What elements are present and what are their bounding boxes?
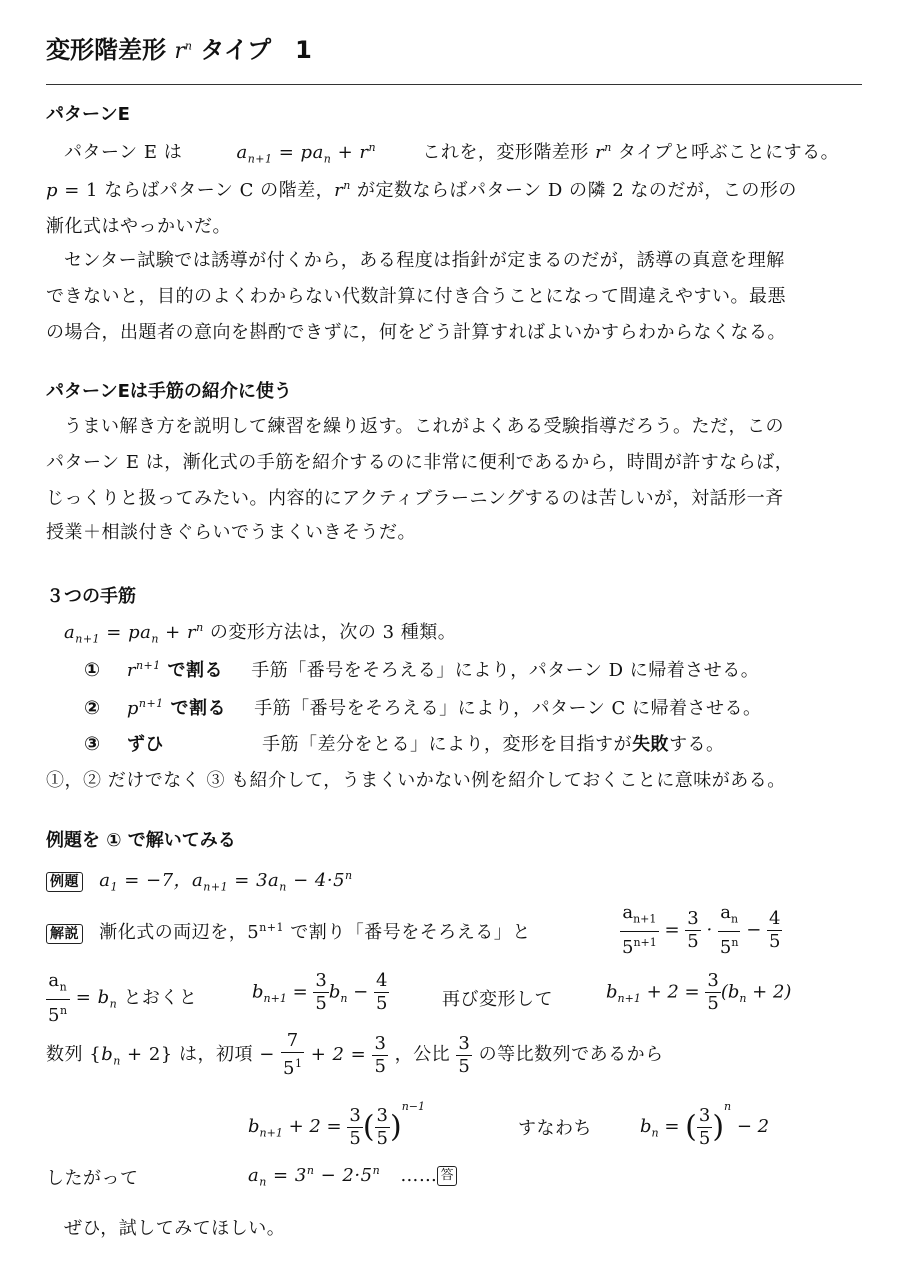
paragraph-line: じっくりと扱ってみたい。内容的にアクティブラーニングするのは苦しいが，対話形一斉	[46, 488, 784, 509]
closing-line: ①，② だけでなく ③ も紹介して，うまくいかない例を紹介しておくことに意味がある。	[46, 770, 786, 791]
paragraph-line: できないと，目的のよくわからない代数計算に付き合うことになって間違えやすい。最悪	[46, 286, 786, 307]
tesuji-item-1: ① $r^{n+1}$ で割る 手筋「番号をそろえる」により，パターン D に帰着させる。	[84, 659, 760, 681]
paragraph-line: 授業＋相談付きぐらいでうまくいきそうだ。	[46, 522, 416, 543]
example-line: 例題 $a_1 = -7$，$a_{n+1} = 3a_n - 4\cdot 5^n$	[46, 866, 353, 894]
closing-remark: ぜひ，試してみてほしい。	[64, 1218, 286, 1239]
page-title: 変形階差形 $r^n$ タイプ 1	[46, 36, 312, 64]
tesuji-item-3: ③ ずひ 手筋「差分をとる」により，変形を目指すが失敗する。	[84, 733, 725, 755]
paragraph-line: パターン E は，漸化式の手筋を紹介するのに非常に便利であるから，時間が許すならば，	[46, 452, 794, 473]
paragraph-line: うまい解き方を説明して練習を繰り返す。これがよくある受験指導だろう。ただ，この	[64, 416, 785, 437]
sequence-line: 数列 $\{b_n + 2\}$ は，初項 − $\frac{7}{5^1}$ + 2 = $\frac{3}{5}$ ，公比 $\frac{3}{5}$ の等比数列であるから	[46, 1030, 664, 1079]
equation-divided: $\frac{a_{n+1}}{5^{n+1}}$ = $\frac{3}{5}$ · $\frac{a_n}{5^n}$ − $\frac{4}{5}$	[622, 902, 781, 958]
paragraph-line: パターン E は $a_{n+1} = pa_n + r^n$ これを，変形階差形 $r^n$ タイプと呼ぶことにする。	[64, 141, 840, 166]
intro-line: $a_{n+1} = pa_n + r^n$ の変形方法は，次の 3 種類。	[64, 621, 457, 646]
paragraph-line: p = 1 ならばパターン C の階差，$r^n$ が定数ならばパターン D の隣 2 なのだが，この形の	[46, 179, 797, 201]
equation-b-plus2: $b_{n+1} + 2$ = $\frac{3}{5}$ $(b_n + 2)$	[606, 970, 792, 1014]
answer-mark: 答	[437, 1166, 457, 1186]
sunawachi-label: すなわち	[518, 1118, 592, 1139]
final-answer: $a_n = 3^n - 2\cdot 5^n$ …… 答	[248, 1164, 457, 1189]
equation-bn: $b_n$ = ( $\frac{3}{5}$ )$^n$ − 2	[640, 1100, 770, 1149]
section-heading-tesuji: パターンEは手筋の紹介に使う	[46, 381, 292, 402]
title-rule	[46, 84, 862, 85]
section-heading-pattern-e: パターンE	[46, 104, 130, 125]
paragraph-line: の場合，出題者の意向を斟酌できずに，何をどう計算すればよいかすらわからなくなる。	[46, 322, 786, 343]
solution-badge: 解説	[46, 924, 83, 944]
therefore-label: したがって	[46, 1168, 139, 1189]
section-heading-three-tesuji: ３つの手筋	[46, 586, 136, 607]
transform-label: 再び変形して	[442, 989, 553, 1010]
equation-geometric: $b_{n+1} + 2$ = $\frac{3}{5}$ ( $\frac{3}{5}$ )$^{n-1}$	[248, 1100, 426, 1149]
example-badge: 例題	[46, 872, 83, 892]
solution-line: 解説 漸化式の両辺を，$5^{n+1}$ で割り「番号をそろえる」と	[46, 918, 531, 944]
equation-b: $b_{n+1}$ = $\frac{3}{5}$ $b_n$ − $\frac{4}{5}$	[252, 970, 388, 1014]
paragraph-line: センター試験では誘導が付くから，ある程度は指針が定まるのだが，誘導の真意を理解	[64, 250, 785, 271]
substitution-line: $\frac{a_n}{5^n}$ = $b_n$ とおくと	[48, 970, 198, 1026]
tesuji-item-2: ② $p^{n+1}$ で割る 手筋「番号をそろえる」により，パターン C に帰着させる。	[84, 697, 762, 719]
section-heading-example: 例題を ① で解いてみる	[46, 830, 236, 851]
paragraph-line: 漸化式はやっかいだ。	[46, 216, 231, 237]
